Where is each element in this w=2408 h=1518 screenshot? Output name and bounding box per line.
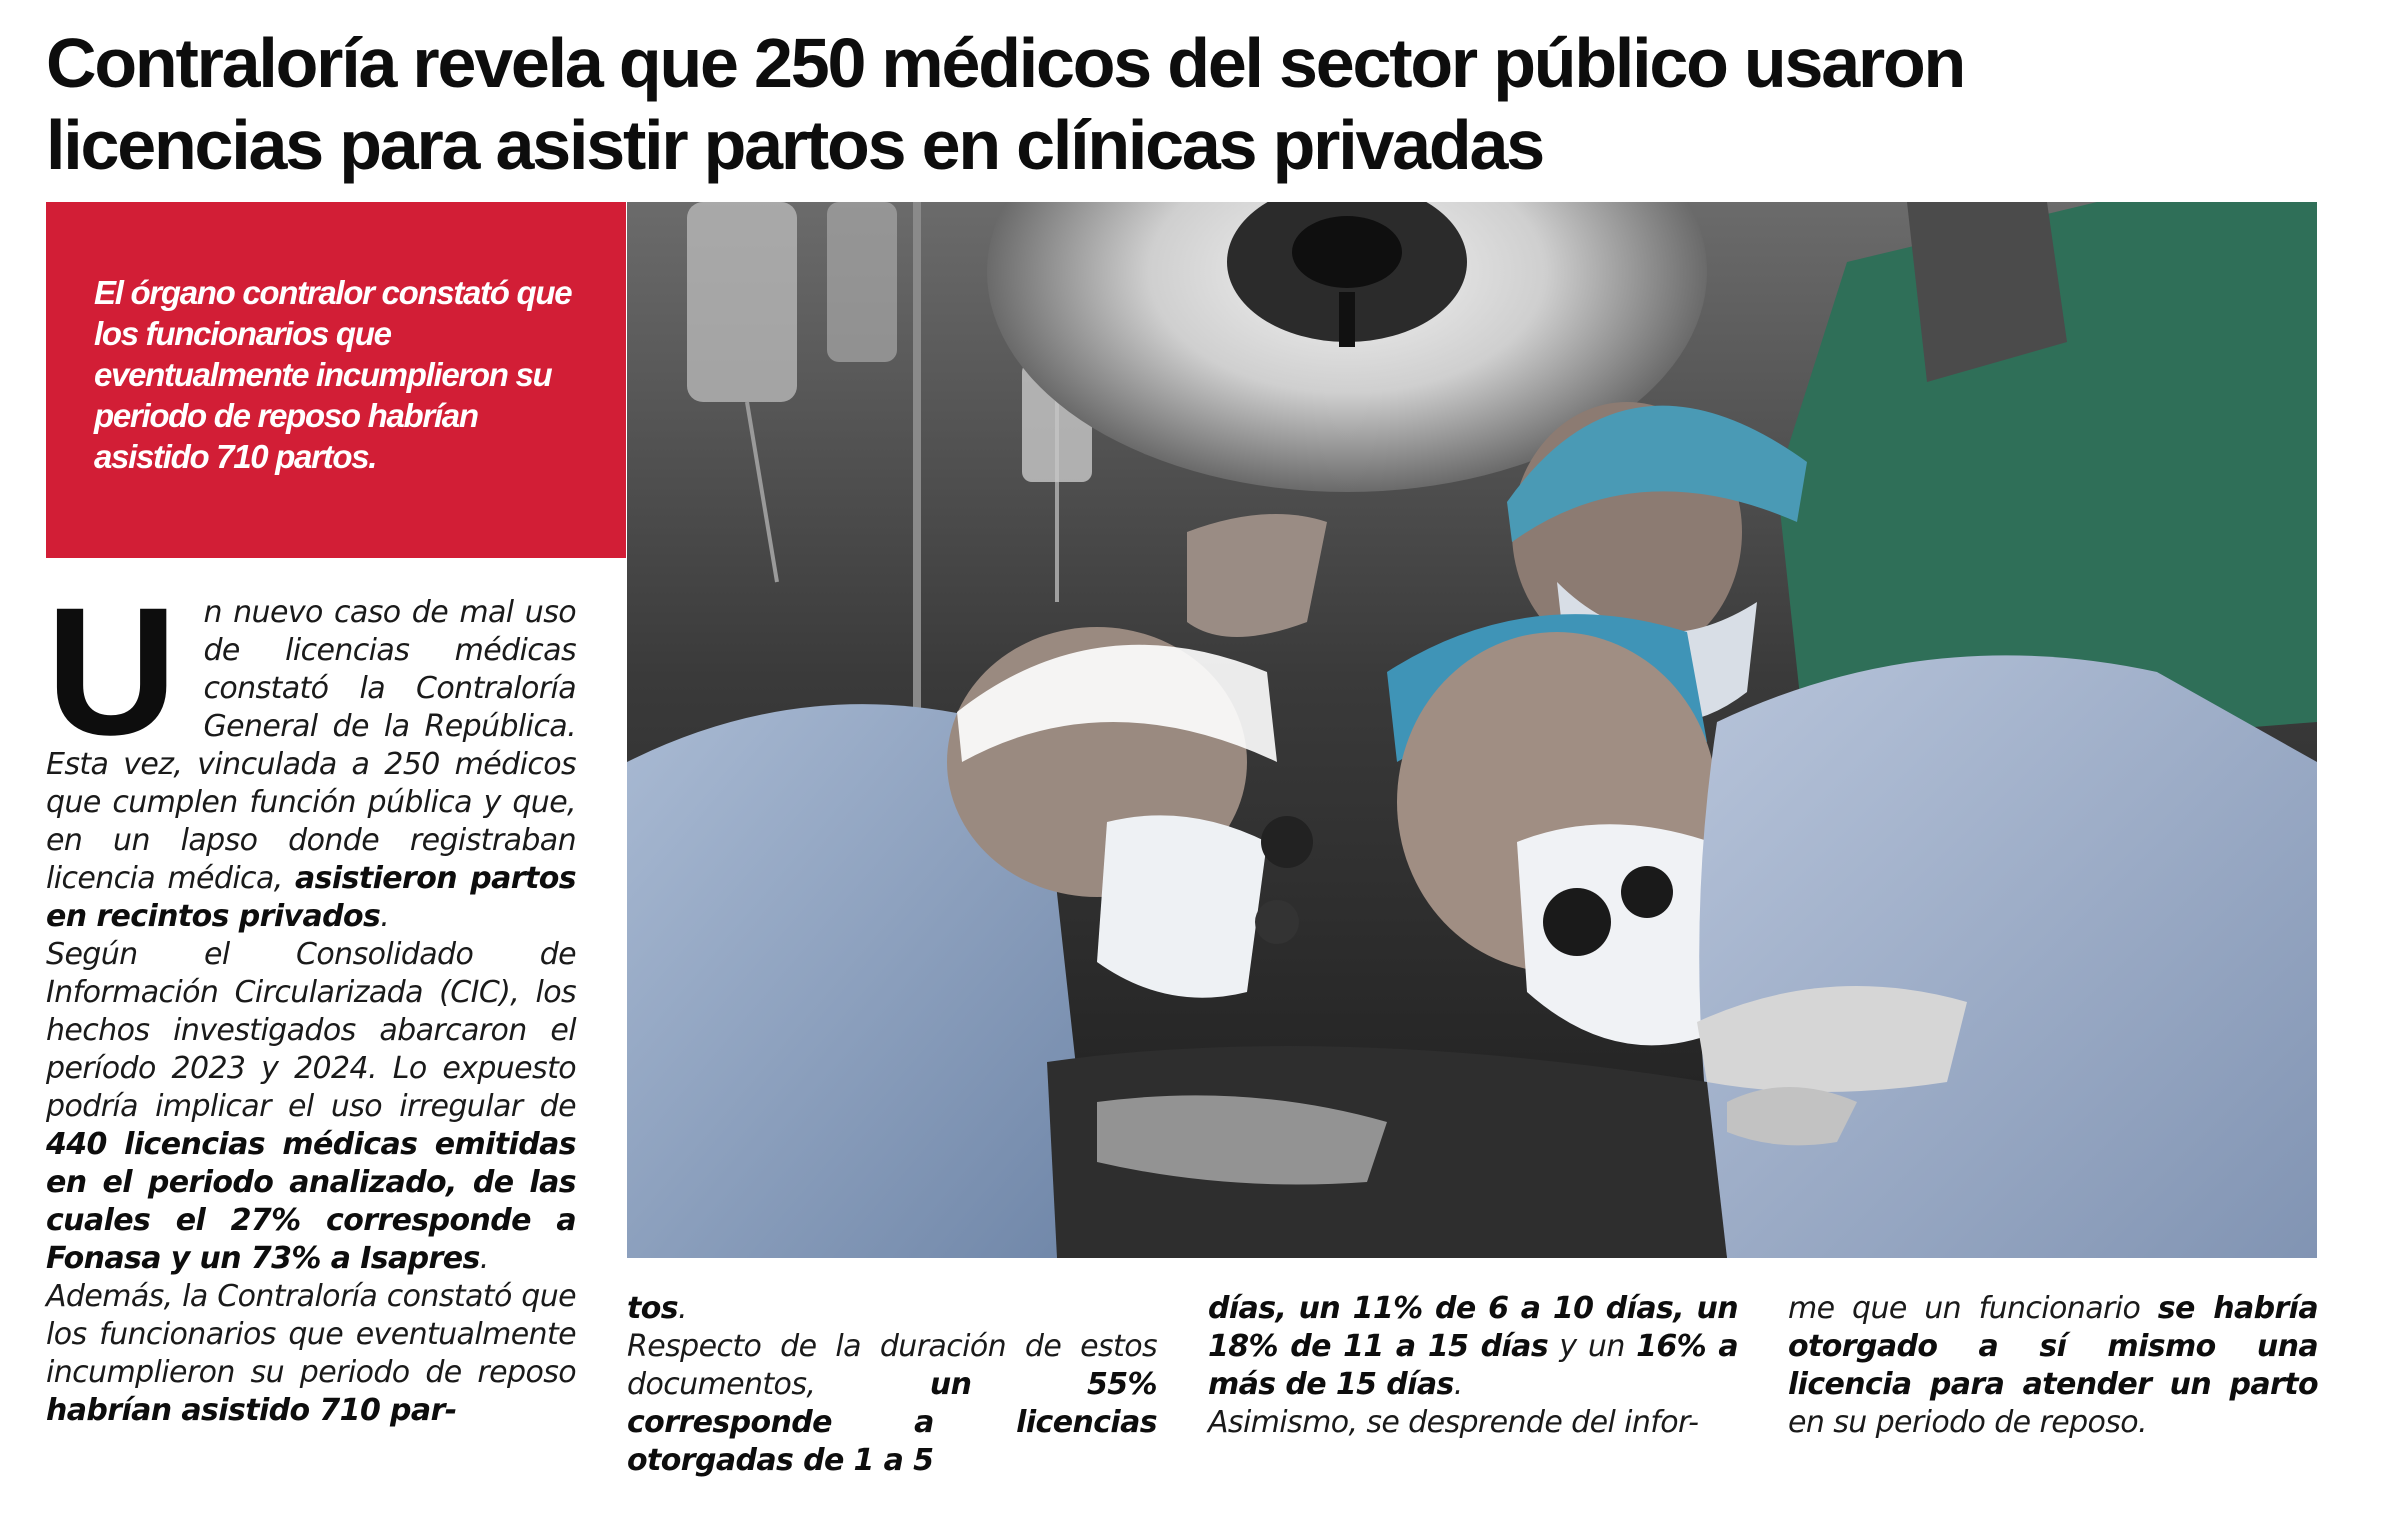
body-column-4 xyxy=(1788,1290,2318,1442)
drop-cap: U xyxy=(46,569,178,773)
headline xyxy=(46,22,2366,186)
text-run: Además, la Contraloría constató que los funcionarios que eventualmente incumplieron su periodo de reposo xyxy=(46,1279,576,1390)
emphasis-text: habrían asistido 710 par- xyxy=(46,1393,457,1428)
headline-line-2: licencias para asistir partos en clínicas privadas xyxy=(46,106,1543,184)
surgery-photo xyxy=(627,202,2317,1258)
emphasis-text: asistieron partos en recintos privados xyxy=(46,861,576,934)
text-run: Respecto de la duración de estos documentos, xyxy=(627,1329,1157,1402)
headline-line-1: Contraloría revela que 250 médicos del sector público usaron xyxy=(46,24,1965,102)
paragraph-4 xyxy=(627,1290,1157,1328)
emphasis-text: tos xyxy=(627,1291,679,1326)
paragraph-7 xyxy=(1208,1404,1738,1442)
emphasis-text: un 55% corresponde a licencias otorgadas de 1 a 5 xyxy=(627,1367,1157,1478)
text-run: me que un funcionario xyxy=(1788,1291,2158,1326)
text-run: y un xyxy=(1548,1329,1637,1364)
body-column-3 xyxy=(1208,1290,1738,1442)
text-run: . xyxy=(380,899,390,934)
paragraph-5 xyxy=(627,1328,1157,1480)
text-run: Según el Consolidado de Información Circularizada (CIC), los hechos investigados abarcaron el período 2023 y 2024. Lo expuesto podría implicar el uso irregular de xyxy=(46,937,576,1124)
paragraph-8 xyxy=(1788,1290,2318,1442)
emphasis-text: 440 licencias médicas emitidas en el periodo analizado, de las cuales el 27% corresponde a Fonasa y un 73% a Isapres xyxy=(46,1127,576,1276)
paragraph-6 xyxy=(1208,1290,1738,1404)
paragraph-2 xyxy=(46,936,576,1278)
text-run: . xyxy=(1453,1367,1463,1402)
text-run: n nuevo caso de mal uso de licencias médicas constató la Contraloría General de la República. Esta vez, vinculada a 250 médicos que cumplen función pública y que, en un lapso donde registraban licencia médica, xyxy=(46,595,576,896)
text-run: . xyxy=(678,1291,687,1326)
body-column-1 xyxy=(46,569,576,1430)
lead-text: El órgano contralor constató que los funcionarios que eventualmente incumplieron su periodo de reposo habrían asistido 710 partos. xyxy=(94,274,572,475)
paragraph-3 xyxy=(46,1278,576,1430)
text-run: . xyxy=(479,1241,489,1276)
text-run: en su periodo de reposo. xyxy=(1788,1405,2147,1440)
emphasis-text: 16% a más de 15 días xyxy=(1208,1329,1738,1402)
body-column-2 xyxy=(627,1290,1157,1480)
text-run: Asimismo, se desprende del infor- xyxy=(1208,1405,1699,1440)
lead-box xyxy=(46,202,626,558)
emphasis-text: se habría otorgado a sí mismo una licencia para atender un parto xyxy=(1788,1291,2318,1402)
emphasis-text: días, un 11% de 6 a 10 días, un 18% de 11 a 15 días xyxy=(1208,1291,1738,1364)
surgery-photo-illustration xyxy=(627,202,2317,1258)
